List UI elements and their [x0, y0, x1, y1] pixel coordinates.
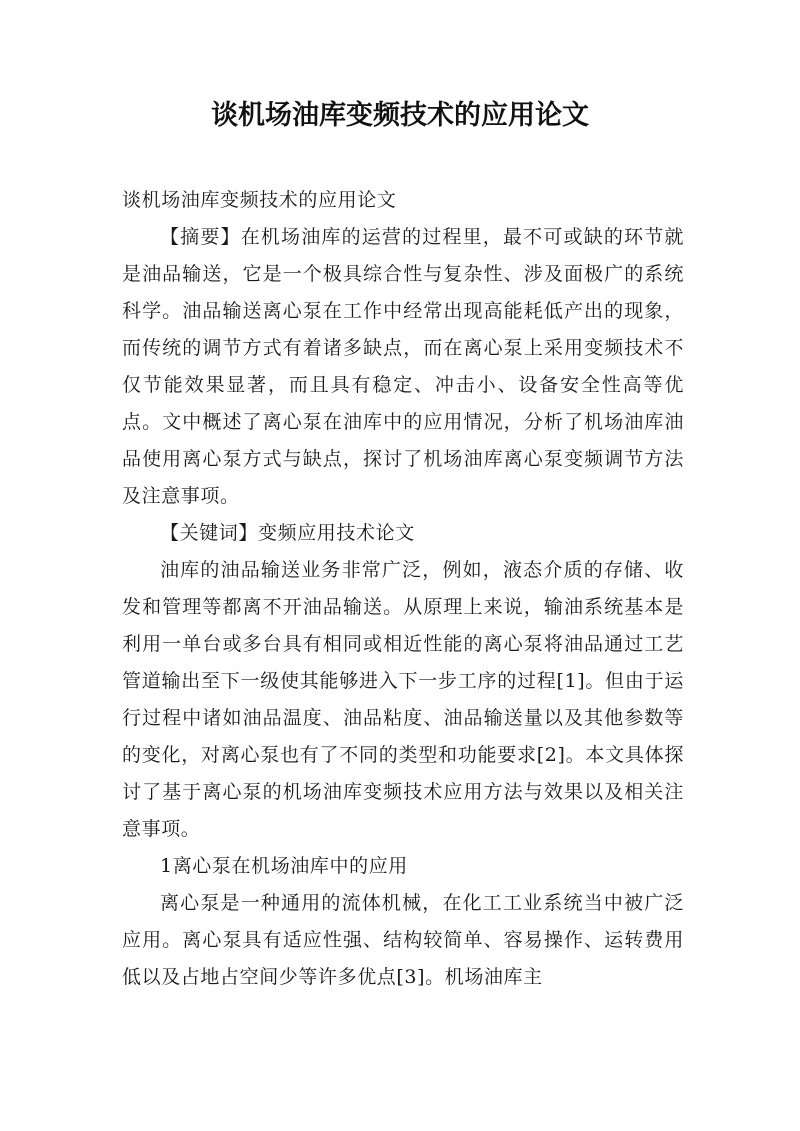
- paragraph-section-1: 离心泵是一种通用的流体机械，在化工工业系统当中被广泛应用。离心泵具有适应性强、结构较简单、容易操作、运转费用低以及占地占空间少等许多优点[3]。机场油库主: [122, 892, 684, 988]
- paragraph-heading: 谈机场油库变频技术的应用论文: [122, 189, 397, 211]
- document-title: 谈机场油库变频技术的应用论文: [211, 100, 589, 131]
- document-body: [122, 182, 684, 996]
- paragraph-keywords: 【关键词】变频应用技术论文: [160, 522, 415, 544]
- section-heading-1: 1离心泵在机场油库中的应用: [160, 855, 408, 877]
- paragraph-abstract: 【摘要】在机场油库的运营的过程里，最不可或缺的环节就是油品输送，它是一个极具综合性与复杂性、涉及面极广的系统科学。油品输送离心泵在工作中经常出现高能耗低产出的现象，而传统的调节方式有着诸多缺点，而在离心泵上采用变频技术不仅节能效果显著，而且具有稳定、冲击小、设备安全性高等优点。文中概述了离心泵在油库中的应用情况，分析了机场油库油品使用离心泵方式与缺点，探讨了机场油库离心泵变频调节方法及注意事项。: [122, 226, 684, 507]
- paragraph-introduction: 油库的油品输送业务非常广泛，例如，液态介质的存储、收发和管理等都离不开油品输送。从原理上来说，输油系统基本是利用一单台或多台具有相同或相近性能的离心泵将油品通过工艺管道输出至下一级使其能够进入下一步工序的过程[1]。但由于运行过程中诸如油品温度、油品粘度、油品输送量以及其他参数等的变化，对离心泵也有了不同的类型和功能要求[2]。本文具体探讨了基于离心泵的机场油库变频技术应用方法与效果以及相关注意事项。: [122, 559, 684, 840]
